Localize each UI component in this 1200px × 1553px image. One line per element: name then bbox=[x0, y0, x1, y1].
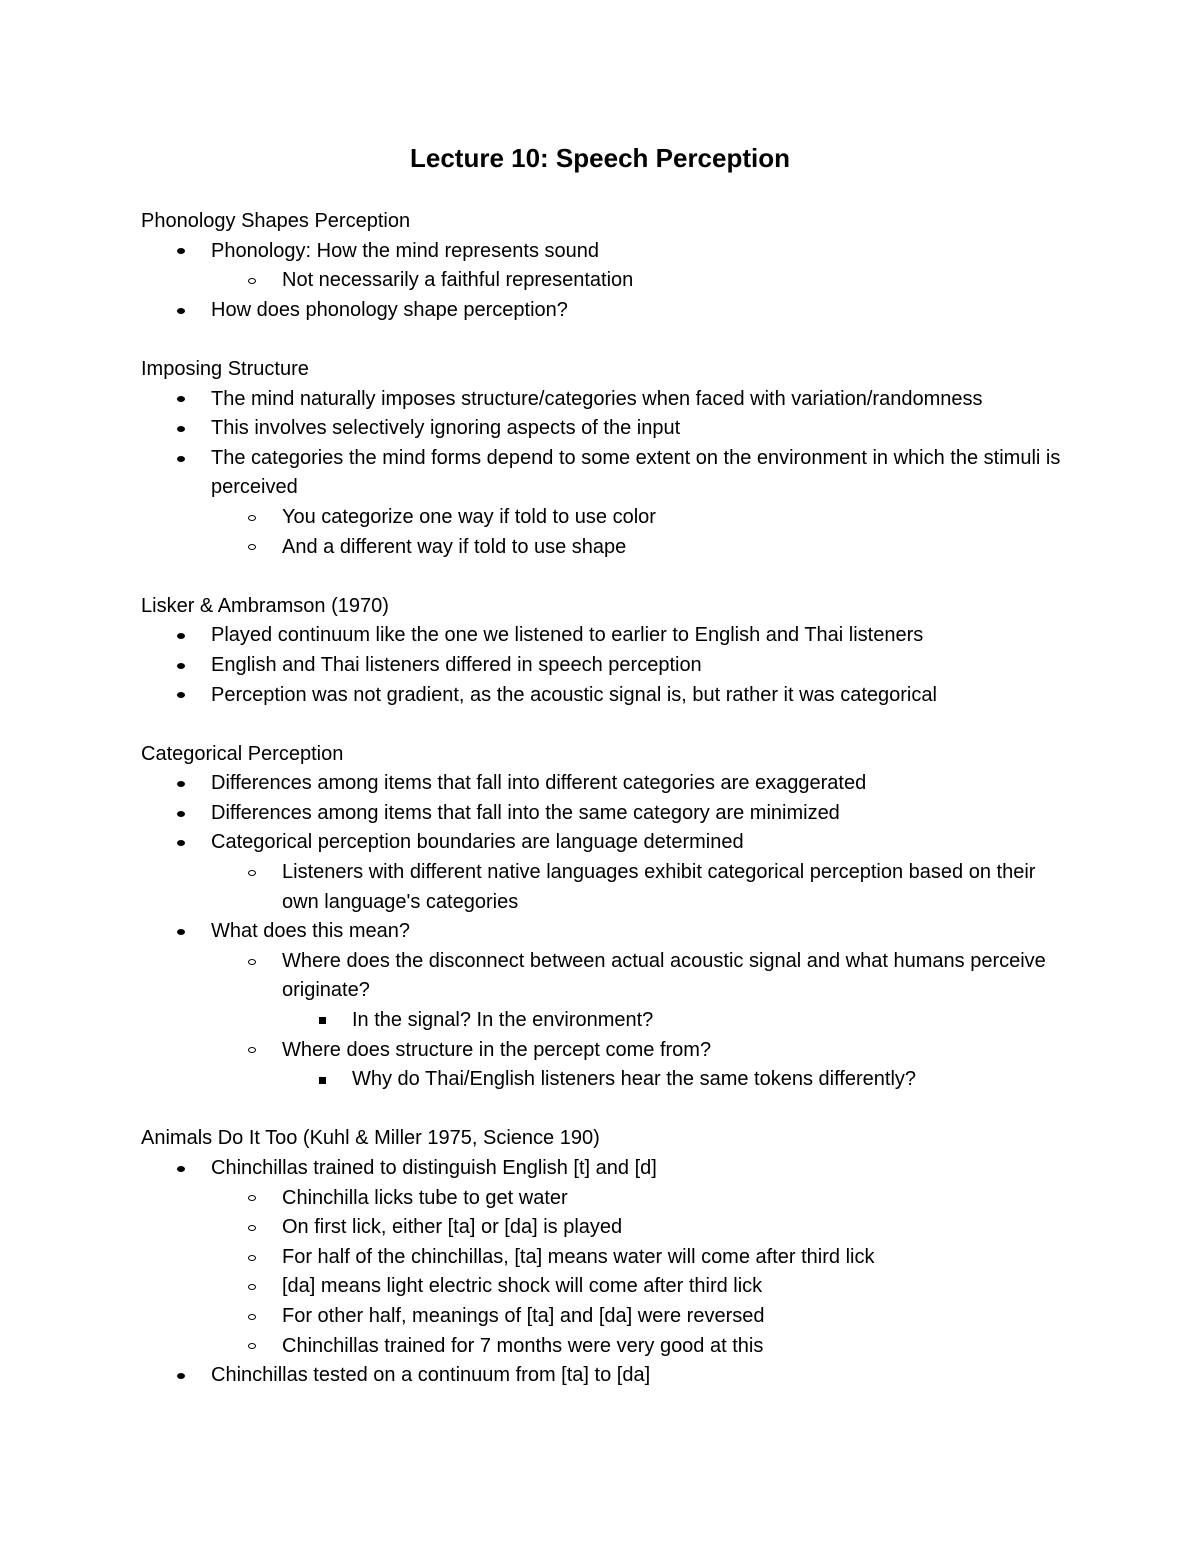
list-item-text: What does this mean? bbox=[211, 920, 410, 943]
bullet-dot-icon bbox=[173, 681, 189, 711]
page-title: Lecture 10: Speech Perception bbox=[409, 143, 791, 173]
list-item-text: Where does the disconnect between actual acoustic signal and what humans perceive originate? bbox=[282, 949, 1046, 1002]
bullet-circle-icon bbox=[244, 1272, 260, 1302]
list-item bbox=[141, 828, 1061, 858]
list-item-text: Where does structure in the percept come from? bbox=[282, 1038, 712, 1061]
list-item bbox=[141, 947, 1061, 1006]
list-item bbox=[141, 858, 1061, 917]
list-item-text: On first lick, either [ta] or [da] is played bbox=[282, 1216, 623, 1239]
bullet-circle-icon bbox=[244, 1332, 260, 1362]
list-item bbox=[141, 1065, 1061, 1095]
list-item-text: This involves selectively ignoring aspects of the input bbox=[211, 417, 681, 440]
list-item-text: Why do Thai/English listeners hear the same tokens differently? bbox=[352, 1068, 917, 1091]
list-item-text: How does phonology shape perception? bbox=[211, 298, 568, 321]
list-item bbox=[141, 237, 1061, 267]
list-item bbox=[141, 266, 1061, 296]
list-item-text: Played continuum like the one we listened to earlier to English and Thai listeners bbox=[211, 624, 924, 647]
list-item-text: For half of the chinchillas, [ta] means water will come after third lick bbox=[282, 1245, 875, 1268]
list-item bbox=[141, 533, 1061, 563]
list-item-text: And a different way if told to use shape bbox=[282, 535, 627, 558]
list-item bbox=[141, 1006, 1061, 1036]
section bbox=[141, 207, 1061, 325]
list-item bbox=[141, 1243, 1061, 1273]
list-item bbox=[141, 1213, 1061, 1243]
list-item bbox=[141, 444, 1061, 503]
bullet-list bbox=[141, 385, 1061, 563]
list-item-text: English and Thai listeners differed in speech perception bbox=[211, 653, 702, 676]
list-item-text: Phonology: How the mind represents sound bbox=[211, 239, 600, 262]
section-spacer bbox=[141, 1095, 1061, 1125]
bullet-dot-icon bbox=[173, 917, 189, 947]
bullet-square-icon bbox=[314, 1065, 330, 1095]
list-item-text: Chinchillas tested on a continuum from [ta] to [da] bbox=[211, 1364, 651, 1387]
bullet-dot-icon bbox=[173, 237, 189, 267]
list-item-text: Chinchillas trained for 7 months were very good at this bbox=[282, 1334, 764, 1357]
bullet-dot-icon bbox=[173, 444, 189, 474]
list-item bbox=[141, 1036, 1061, 1066]
section-spacer bbox=[141, 562, 1061, 592]
list-item-text: Categorical perception boundaries are language determined bbox=[211, 831, 744, 854]
list-item-text: The mind naturally imposes structure/categories when faced with variation/randomness bbox=[211, 387, 983, 410]
list-item bbox=[141, 1184, 1061, 1214]
list-item bbox=[141, 296, 1061, 326]
list-item bbox=[141, 799, 1061, 829]
section-heading: Imposing Structure bbox=[141, 357, 309, 380]
bullet-circle-icon bbox=[244, 533, 260, 563]
bullet-dot-icon bbox=[173, 769, 189, 799]
list-item bbox=[141, 1332, 1061, 1362]
bullet-list bbox=[141, 621, 1061, 710]
list-item-text: The categories the mind forms depend to some extent on the environment in which the stimuli is perceived bbox=[211, 446, 1061, 499]
list-item-text: Chinchillas trained to distinguish English [t] and [d] bbox=[211, 1157, 657, 1179]
list-item-text: You categorize one way if told to use color bbox=[282, 505, 656, 528]
list-item bbox=[141, 651, 1061, 681]
section-heading: Lisker & Ambramson (1970) bbox=[141, 594, 389, 617]
bullet-dot-icon bbox=[173, 296, 189, 326]
bullet-dot-icon bbox=[173, 651, 189, 681]
bullet-dot-icon bbox=[173, 799, 189, 829]
section-spacer bbox=[141, 325, 1061, 355]
list-item-text: Differences among items that fall into different categories are exaggerated bbox=[211, 772, 867, 795]
bullet-circle-icon bbox=[244, 858, 260, 888]
list-item bbox=[141, 917, 1061, 947]
list-item-text: Perception was not gradient, as the acoustic signal is, but rather it was categorical bbox=[211, 683, 937, 706]
bullet-circle-icon bbox=[244, 503, 260, 533]
section bbox=[141, 740, 1061, 1095]
section bbox=[141, 592, 1061, 710]
list-item bbox=[141, 769, 1061, 799]
list-item bbox=[141, 621, 1061, 651]
section-spacer bbox=[141, 710, 1061, 740]
bullet-circle-icon bbox=[244, 1302, 260, 1332]
list-item-text: Chinchilla licks tube to get water bbox=[282, 1186, 568, 1209]
bullet-circle-icon bbox=[244, 1213, 260, 1243]
list-item-text: Not necessarily a faithful representation bbox=[282, 269, 634, 292]
list-item bbox=[141, 1302, 1061, 1332]
bullet-list bbox=[141, 237, 1061, 326]
list-item-text: Listeners with different native languages exhibit categorical perception based on their own language's categories bbox=[282, 861, 1036, 913]
section bbox=[141, 355, 1061, 562]
list-item bbox=[141, 681, 1061, 711]
list-item bbox=[141, 503, 1061, 533]
document-body bbox=[141, 207, 1061, 1391]
bullet-list bbox=[141, 1154, 1061, 1391]
bullet-dot-icon bbox=[173, 621, 189, 651]
bullet-circle-icon bbox=[244, 1243, 260, 1273]
list-item-text: For other half, meanings of [ta] and [da] were reversed bbox=[282, 1304, 765, 1327]
section-heading: Categorical Perception bbox=[141, 742, 344, 765]
list-item bbox=[141, 1272, 1061, 1302]
list-item-text: In the signal? In the environment? bbox=[352, 1009, 654, 1032]
bullet-dot-icon bbox=[173, 385, 189, 415]
bullet-circle-icon bbox=[244, 1036, 260, 1066]
section-heading: Animals Do It Too (Kuhl & Miller 1975, Science 190) bbox=[141, 1127, 600, 1150]
section bbox=[141, 1124, 1061, 1390]
bullet-circle-icon bbox=[244, 947, 260, 977]
list-item-text: Differences among items that fall into the same category are minimized bbox=[211, 801, 840, 824]
bullet-dot-icon bbox=[173, 1361, 189, 1391]
bullet-list bbox=[141, 769, 1061, 1095]
list-item-text: [da] means light electric shock will come after third lick bbox=[282, 1275, 763, 1298]
bullet-dot-icon bbox=[173, 414, 189, 444]
section-heading: Phonology Shapes Perception bbox=[141, 210, 411, 232]
list-item bbox=[141, 1361, 1061, 1391]
list-item bbox=[141, 414, 1061, 444]
list-item bbox=[141, 1154, 1061, 1184]
bullet-dot-icon bbox=[173, 1154, 189, 1184]
bullet-circle-icon bbox=[244, 1184, 260, 1214]
bullet-square-icon bbox=[314, 1006, 330, 1036]
bullet-circle-icon bbox=[244, 266, 260, 296]
list-item bbox=[141, 385, 1061, 415]
bullet-dot-icon bbox=[173, 828, 189, 858]
